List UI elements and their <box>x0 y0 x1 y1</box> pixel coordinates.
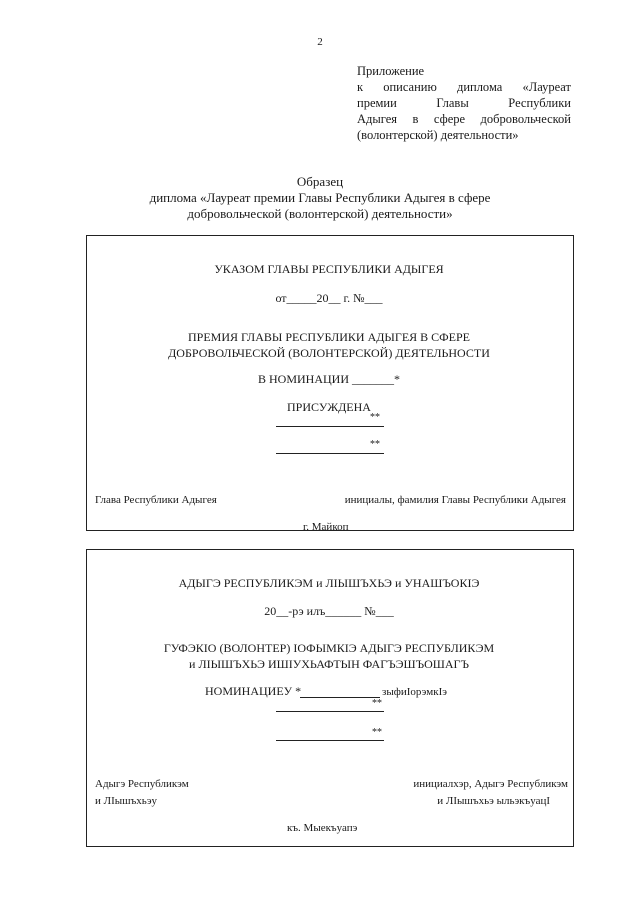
prize-title-line: ДОБРОВОЛЬЧЕСКОЙ (ВОЛОНТЕРСКОЙ) ДЕЯТЕЛЬНОСТИ <box>168 346 490 360</box>
appendix-line: к описанию диплома «Лауреат <box>357 80 571 94</box>
decree-date: 20__-рэ илъ______ №___ <box>264 604 394 618</box>
head-name: инициалы, фамилия Главы Республики Адыгея <box>344 494 566 506</box>
city-label: г. Майкоп <box>303 521 349 533</box>
appendix-line: (волонтерской) деятельности» <box>357 128 519 142</box>
footnote-mark: ** <box>370 412 380 423</box>
fill-line <box>276 711 384 712</box>
footnote-mark: ** <box>370 439 380 450</box>
appendix-line: Приложение <box>357 64 425 78</box>
head-title: Адыгэ Республикэм <box>95 778 189 790</box>
sample-heading <box>0 174 640 222</box>
appendix-note <box>357 63 571 143</box>
awarded-label: ПРИСУЖДЕНА <box>287 400 371 414</box>
fill-line <box>276 453 384 454</box>
appendix-line: премии Главы Республики <box>357 96 571 110</box>
sample-title: Образец <box>296 174 344 189</box>
fill-line <box>276 426 384 427</box>
decree-heading: АДЫГЭ РЕСПУБЛИКЭМ и ЛІЫШЪХЬЭ и УНАШЪОКІЭ <box>178 576 480 590</box>
head-title: Глава Республики Адыгея <box>95 494 217 506</box>
nomination-suffix: зыфиІорэмкІэ <box>382 686 448 698</box>
decree-date: от_____20__ г. №___ <box>275 291 383 305</box>
appendix-line: Адыгея в сфере добровольческой <box>357 112 571 126</box>
fill-line <box>276 740 384 741</box>
nomination-line: НОМИНАЦИЕУ * <box>205 684 302 698</box>
footnote-mark: ** <box>372 727 382 738</box>
fill-line <box>300 697 380 698</box>
sample-line: добровольческой (волонтерской) деятельности» <box>187 206 453 221</box>
prize-title-line: ГУФЭКІО (ВОЛОНТЕР) ІОФЫМКІЭ АДЫГЭ РЕСПУБЛИКЭМ <box>163 641 495 655</box>
head-name: и ЛІышъхьэ ыльэкъуацІ <box>437 795 550 807</box>
head-title: и ЛІышъхьэу <box>95 795 158 807</box>
nomination-line: В НОМИНАЦИИ _______* <box>257 372 400 386</box>
prize-title-line: ПРЕМИЯ ГЛАВЫ РЕСПУБЛИКИ АДЫГЕЯ В СФЕРЕ <box>188 330 470 344</box>
city-label: къ. Мыекъуапэ <box>287 822 358 834</box>
prize-title-line: и ЛІЫШЪХЬЭ ИШІУХЬАФТЫН ФАГЪЭШЪОШАГЪ <box>189 657 469 671</box>
sample-line: диплома «Лауреат премии Главы Республики Адыгея в сфере <box>149 190 491 205</box>
page-number: 2 <box>317 36 323 48</box>
decree-heading: УКАЗОМ ГЛАВЫ РЕСПУБЛИКИ АДЫГЕЯ <box>214 262 444 276</box>
footnote-mark: ** <box>372 698 382 709</box>
head-name: инициалхэр, Адыгэ Республикэм <box>413 778 568 790</box>
